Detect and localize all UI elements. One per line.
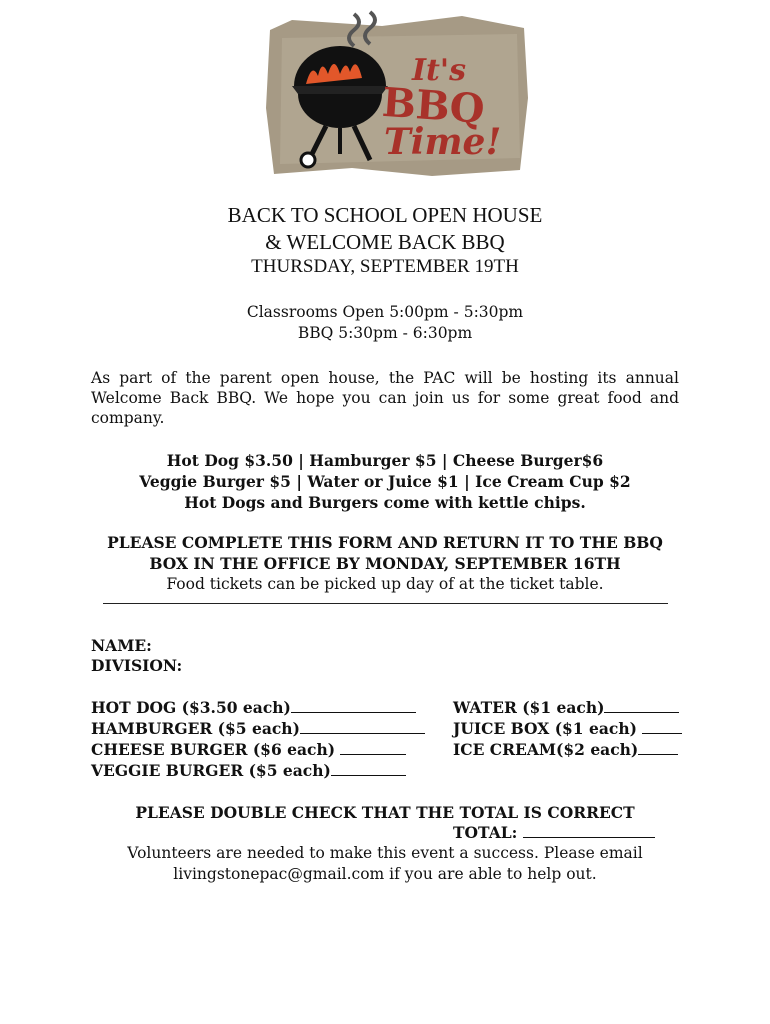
footer-line-1: Volunteers are needed to make this event a success. Please email	[127, 844, 643, 862]
quantity-blank[interactable]	[300, 719, 425, 734]
instructions-line-1: PLEASE COMPLETE THIS FORM AND RETURN IT TO THE BBQ	[107, 533, 663, 552]
order-item-cheese-burger	[91, 740, 406, 759]
quantity-blank[interactable]	[340, 740, 406, 755]
quantity-blank[interactable]	[642, 719, 682, 734]
total-label: TOTAL:	[453, 823, 523, 842]
name-label: NAME:	[91, 636, 152, 655]
order-item-label: CHEESE BURGER ($6 each)	[91, 740, 341, 759]
menu-line-2: Veggie Burger $5 | Water or Juice $1 | Ice Cream Cup $2	[139, 472, 631, 491]
bbq-time: BBQ 5:30pm - 6:30pm	[297, 324, 473, 342]
event-date: THURSDAY, SEPTEMBER 19TH	[251, 256, 519, 277]
order-item-ice-cream	[453, 740, 678, 759]
logo-text-bbq: BBQ	[380, 78, 487, 133]
division-label: DIVISION:	[91, 656, 183, 675]
total-blank[interactable]	[523, 823, 655, 838]
total-field	[453, 823, 655, 842]
order-item-hamburger	[91, 719, 425, 738]
order-item-label: ICE CREAM($2 each)	[453, 740, 639, 759]
instructions	[0, 532, 770, 595]
quantity-blank[interactable]	[604, 698, 679, 713]
intro-paragraph: As part of the parent open house, the PAC will be hosting its annual Welcome Back BBQ. We hope you can join us for some great food and company.	[91, 369, 679, 427]
menu-line-3: Hot Dogs and Burgers come with kettle chips.	[184, 493, 586, 512]
title-line-1: BACK TO SCHOOL OPEN HOUSE	[227, 203, 543, 227]
event-title	[0, 202, 770, 278]
instructions-line-2: BOX IN THE OFFICE BY MONDAY, SEPTEMBER 16TH	[149, 554, 621, 573]
schedule	[0, 302, 770, 344]
classrooms-time: Classrooms Open 5:00pm - 5:30pm	[246, 303, 524, 321]
order-item-veggie-burger	[91, 761, 406, 780]
quantity-blank[interactable]	[638, 740, 678, 755]
volunteer-footer	[0, 843, 770, 885]
order-item-hot-dog	[91, 698, 416, 717]
order-item-juice-box	[453, 719, 682, 738]
logo-text-time: Time!	[384, 121, 502, 163]
menu-line-1: Hot Dog $3.50 | Hamburger $5 | Cheese Burger$6	[166, 451, 604, 470]
quantity-blank[interactable]	[331, 761, 406, 776]
bbq-time-logo	[262, 8, 532, 178]
order-item-label: HAMBURGER ($5 each)	[91, 719, 300, 738]
double-check-note: PLEASE DOUBLE CHECK THAT THE TOTAL IS CORRECT	[135, 803, 635, 822]
footer-line-2: livingstonepac@gmail.com if you are able to help out.	[173, 865, 597, 883]
instructions-line-3: Food tickets can be picked up day of at the ticket table.	[166, 575, 604, 593]
order-item-label: HOT DOG ($3.50 each)	[91, 698, 291, 717]
order-item-label: WATER ($1 each)	[453, 698, 605, 717]
title-line-2: & WELCOME BACK BBQ	[265, 230, 505, 254]
order-item-label: JUICE BOX ($1 each)	[453, 719, 643, 738]
order-item-water	[453, 698, 679, 717]
order-item-label: VEGGIE BURGER ($5 each)	[91, 761, 331, 780]
cut-line-divider	[103, 603, 668, 604]
quantity-blank[interactable]	[291, 698, 416, 713]
logo-text-its: It's	[412, 53, 466, 88]
menu-prices	[0, 450, 770, 513]
